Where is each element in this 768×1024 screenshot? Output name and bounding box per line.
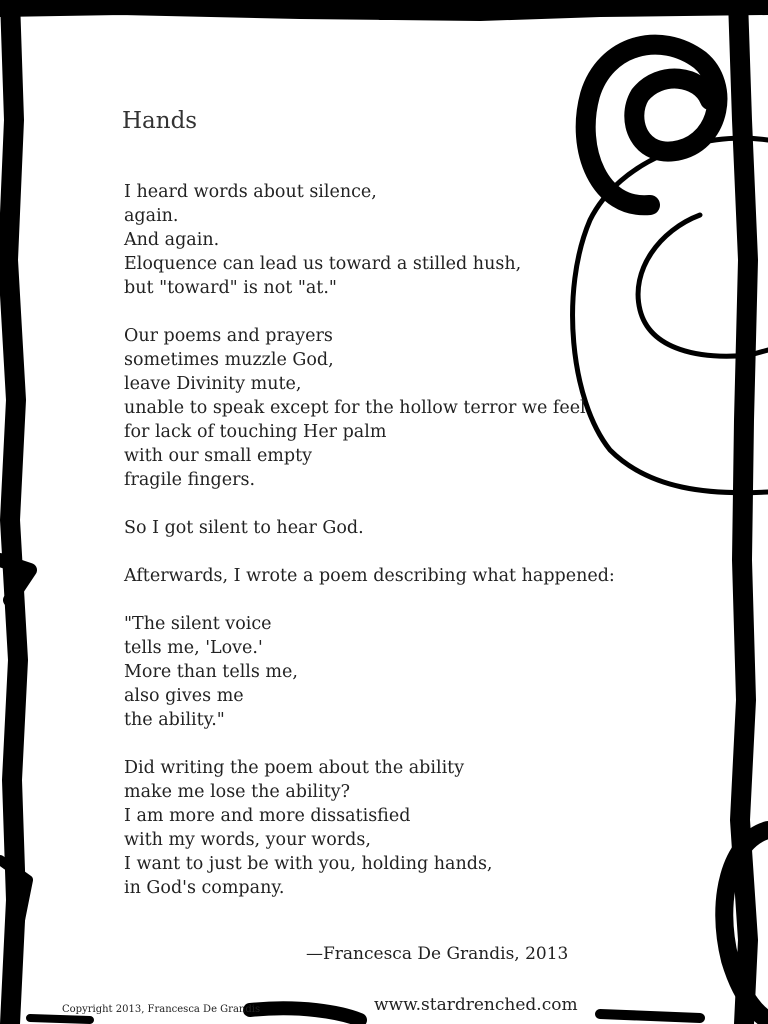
poem-line: "The silent voice (124, 614, 272, 634)
poem-line: leave Divinity mute, (124, 374, 302, 394)
poem-line: And again. (124, 230, 220, 250)
poem-line: tells me, 'Love.' (124, 638, 263, 658)
poem-line: in God's company. (124, 878, 285, 898)
poem-line: again. (124, 206, 179, 226)
poem-line: I am more and more dissatisfied (124, 806, 411, 826)
poem-line: fragile fingers. (124, 470, 256, 490)
poem-title: Hands (122, 108, 198, 134)
copyright-notice: Copyright 2013, Francesca De Grandis (62, 1004, 261, 1015)
poem-line: also gives me (124, 686, 244, 706)
poem-line: More than tells me, (124, 662, 298, 682)
poem-line: I heard words about silence, (124, 182, 377, 202)
poem-line: for lack of touching Her palm (124, 422, 387, 442)
poem-line: Afterwards, I wrote a poem describing what happened: (124, 566, 615, 586)
poem-line: Did writing the poem about the ability (124, 758, 465, 778)
stanza (124, 516, 584, 540)
poem-line: Our poems and prayers (124, 326, 333, 346)
poem-line: the ability." (124, 710, 225, 730)
poem-line: with our small empty (124, 446, 313, 466)
stanza (124, 180, 584, 300)
poem-body (124, 180, 615, 924)
website-url: www.stardrenched.com (374, 995, 578, 1015)
stanza (124, 564, 615, 588)
poem-attribution: —Francesca De Grandis, 2013 (306, 944, 569, 964)
poem-line: sometimes muzzle God, (124, 350, 334, 370)
poem-line: make me lose the ability? (124, 782, 351, 802)
poem-line: Eloquence can lead us toward a stilled hush, (124, 254, 522, 274)
stanza (124, 612, 584, 732)
stanza (124, 756, 584, 900)
stanza (124, 324, 584, 492)
poem-line: I want to just be with you, holding hands, (124, 854, 493, 874)
poem-line: So I got silent to hear God. (124, 518, 364, 538)
poem-line: with my words, your words, (124, 830, 371, 850)
poem-line: unable to speak except for the hollow terror we feel (124, 398, 586, 418)
poem-line: but "toward" is not "at." (124, 278, 337, 298)
